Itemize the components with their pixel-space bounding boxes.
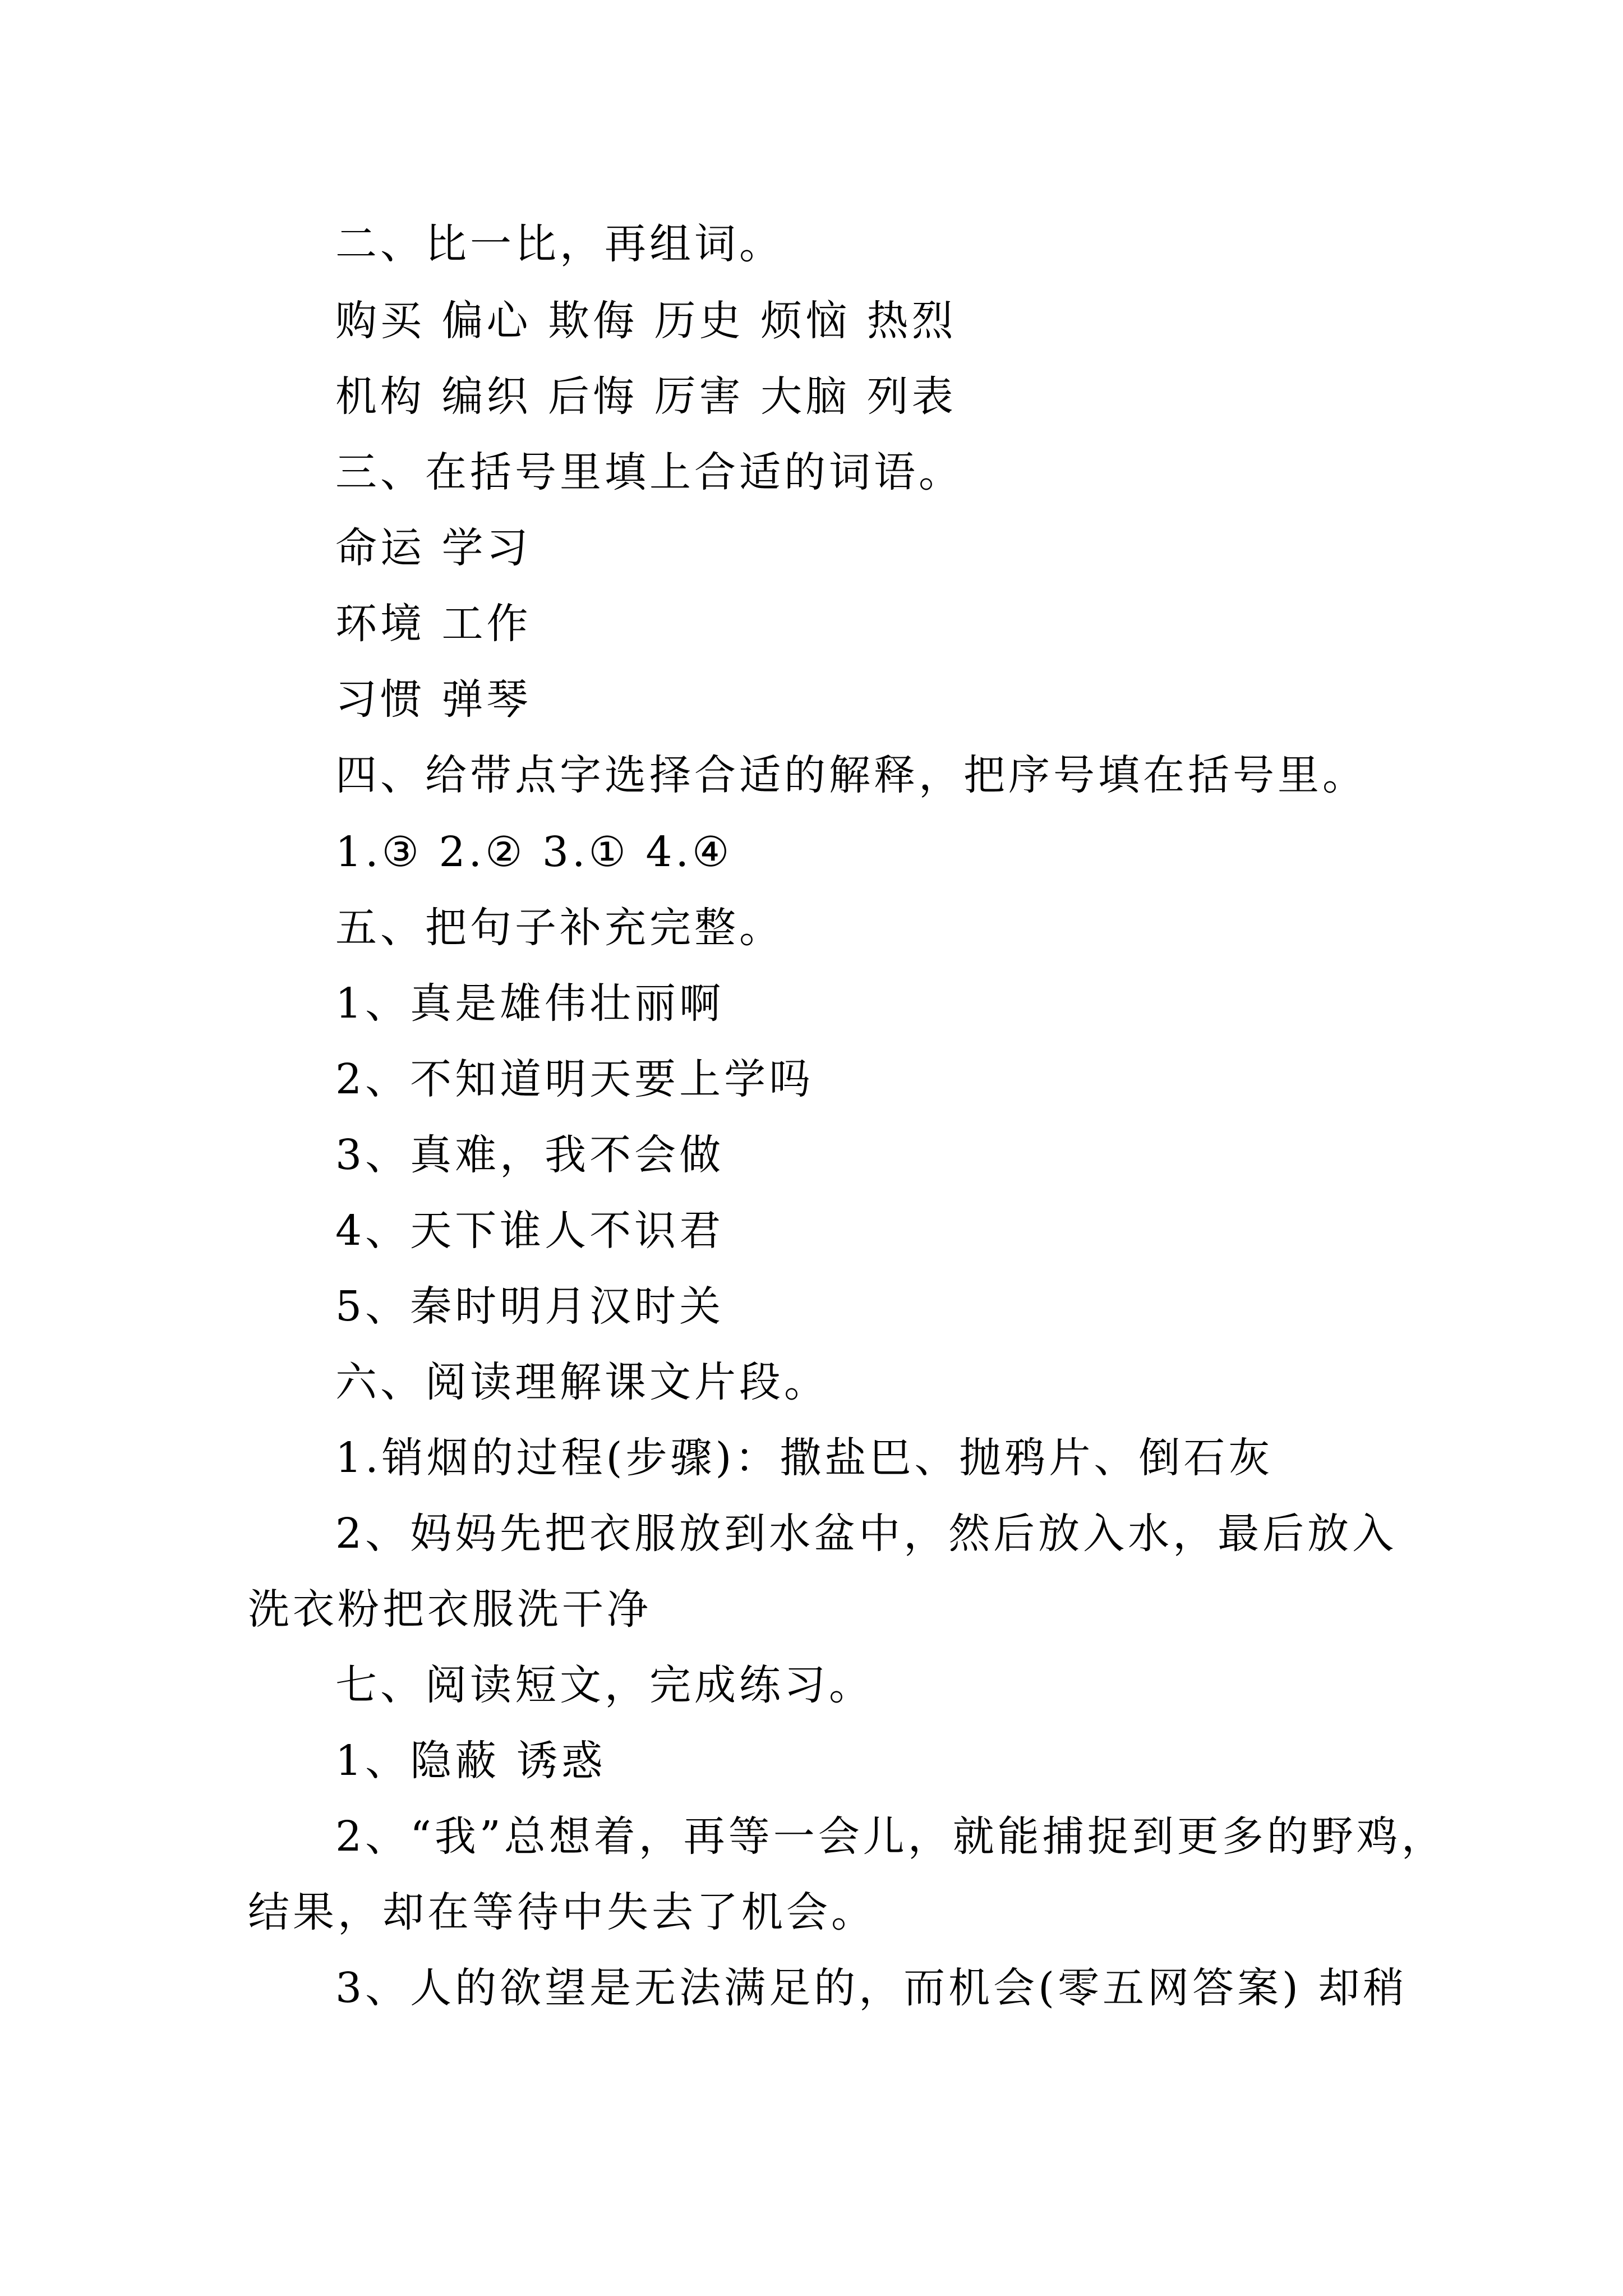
section-7-heading: 七、阅读短文，完成练习。 <box>335 1661 874 1709</box>
section-5-heading: 五、把句子补充完整。 <box>335 904 784 952</box>
answer-line: 2、不知道明天要上学吗 <box>335 1055 814 1103</box>
answer-line: 习惯 弹琴 <box>335 675 532 724</box>
answer-line-continued: 结果，却在等待中失去了机会。 <box>248 1888 876 1936</box>
section-6-heading: 六、阅读理解课文片段。 <box>335 1358 829 1406</box>
answer-line: 5、秦时明月汉时关 <box>335 1282 725 1331</box>
answer-line: 环境 工作 <box>335 600 532 648</box>
answer-line: 2、妈妈先把衣服放到水盆中，然后放入水，最后放入 <box>335 1510 1398 1558</box>
answer-line: 3、真难，我不会做 <box>335 1131 725 1179</box>
answer-line: 购买 偏心 欺侮 历史 烦恼 热烈 <box>335 297 957 345</box>
answer-line: 4、天下谁人不识君 <box>335 1207 725 1255</box>
answer-line: 1、隐蔽 诱惑 <box>335 1737 606 1785</box>
answer-line: 机构 编织 后悔 厉害 大脑 列表 <box>335 372 957 421</box>
section-2-heading: 二、比一比，再组词。 <box>335 220 784 268</box>
answer-line: 3、人的欲望是无法满足的，而机会(零五网答案) 却稍 <box>335 1964 1408 2012</box>
answer-line: 1.③ 2.② 3.① 4.④ <box>335 828 733 876</box>
section-3-heading: 三、在括号里填上合适的词语。 <box>335 448 963 496</box>
answer-line-continued: 洗衣粉把衣服洗干净 <box>248 1585 652 1634</box>
answer-line: 命运 学习 <box>335 524 532 572</box>
answer-line: 1.销烟的过程(步骤)：撒盐巴、抛鸦片、倒石灰 <box>335 1434 1274 1482</box>
answer-line: 2、“我”总想着，再等一会儿，就能捕捉到更多的野鸡， <box>335 1812 1446 1861</box>
answer-line: 1、真是雄伟壮丽啊 <box>335 979 725 1028</box>
section-4-heading: 四、给带点字选择合适的解释，把序号填在括号里。 <box>335 751 1367 799</box>
